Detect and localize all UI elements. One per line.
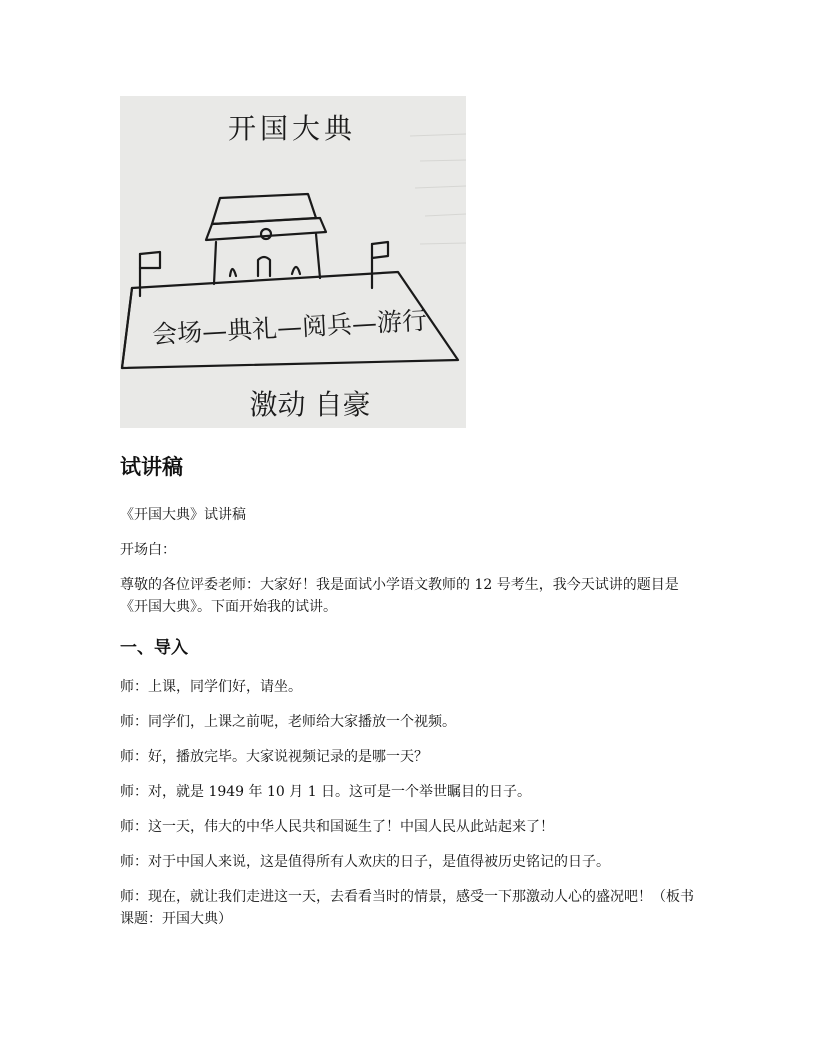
document-heading: 试讲稿 <box>120 455 183 479</box>
handwritten-board-photo <box>120 96 466 428</box>
dialogue-line: 师：对于中国人来说，这是值得所有人欢庆的日子，是值得被历史铭记的日子。 <box>120 854 610 870</box>
handwritten-feelings: 激动 自豪 <box>249 388 371 421</box>
paper-texture <box>410 134 466 244</box>
dialogue-line: 师：同学们，上课之前呢，老师给大家播放一个视频。 <box>120 714 456 730</box>
handwritten-flow: 会场—典礼—阅兵—游行 <box>151 305 428 350</box>
dialogue-line: 师：对，就是 1949 年 10 月 1 日。这可是一个举世瞩目的日子。 <box>120 784 532 800</box>
board-sketch <box>120 96 466 428</box>
document-body <box>120 452 700 943</box>
dialogue-line: 师：好，播放完毕。大家说视频记录的是哪一天？ <box>120 749 428 765</box>
handwritten-title: 开国大典 <box>227 112 357 145</box>
dialogue-line: 师：现在，就让我们走进这一天，去看看当时的情景，感受一下那激动人心的盛况吧！（板书课题：开国大典） <box>120 889 694 927</box>
opening-text: 尊敬的各位评委老师：大家好！我是面试小学语文教师的 12 号考生，我今天试讲的题目是《开国大典》。下面开始我的试讲。 <box>120 577 679 615</box>
document-subtitle: 《开国大典》试讲稿 <box>120 507 246 523</box>
dialogue-line: 师：这一天，伟大的中华人民共和国诞生了！中国人民从此站起来了！ <box>120 819 554 835</box>
dialogue-line: 师：上课，同学们好，请坐。 <box>120 679 302 695</box>
section-heading-intro: 一、导入 <box>120 638 188 658</box>
opening-label: 开场白： <box>120 542 176 558</box>
